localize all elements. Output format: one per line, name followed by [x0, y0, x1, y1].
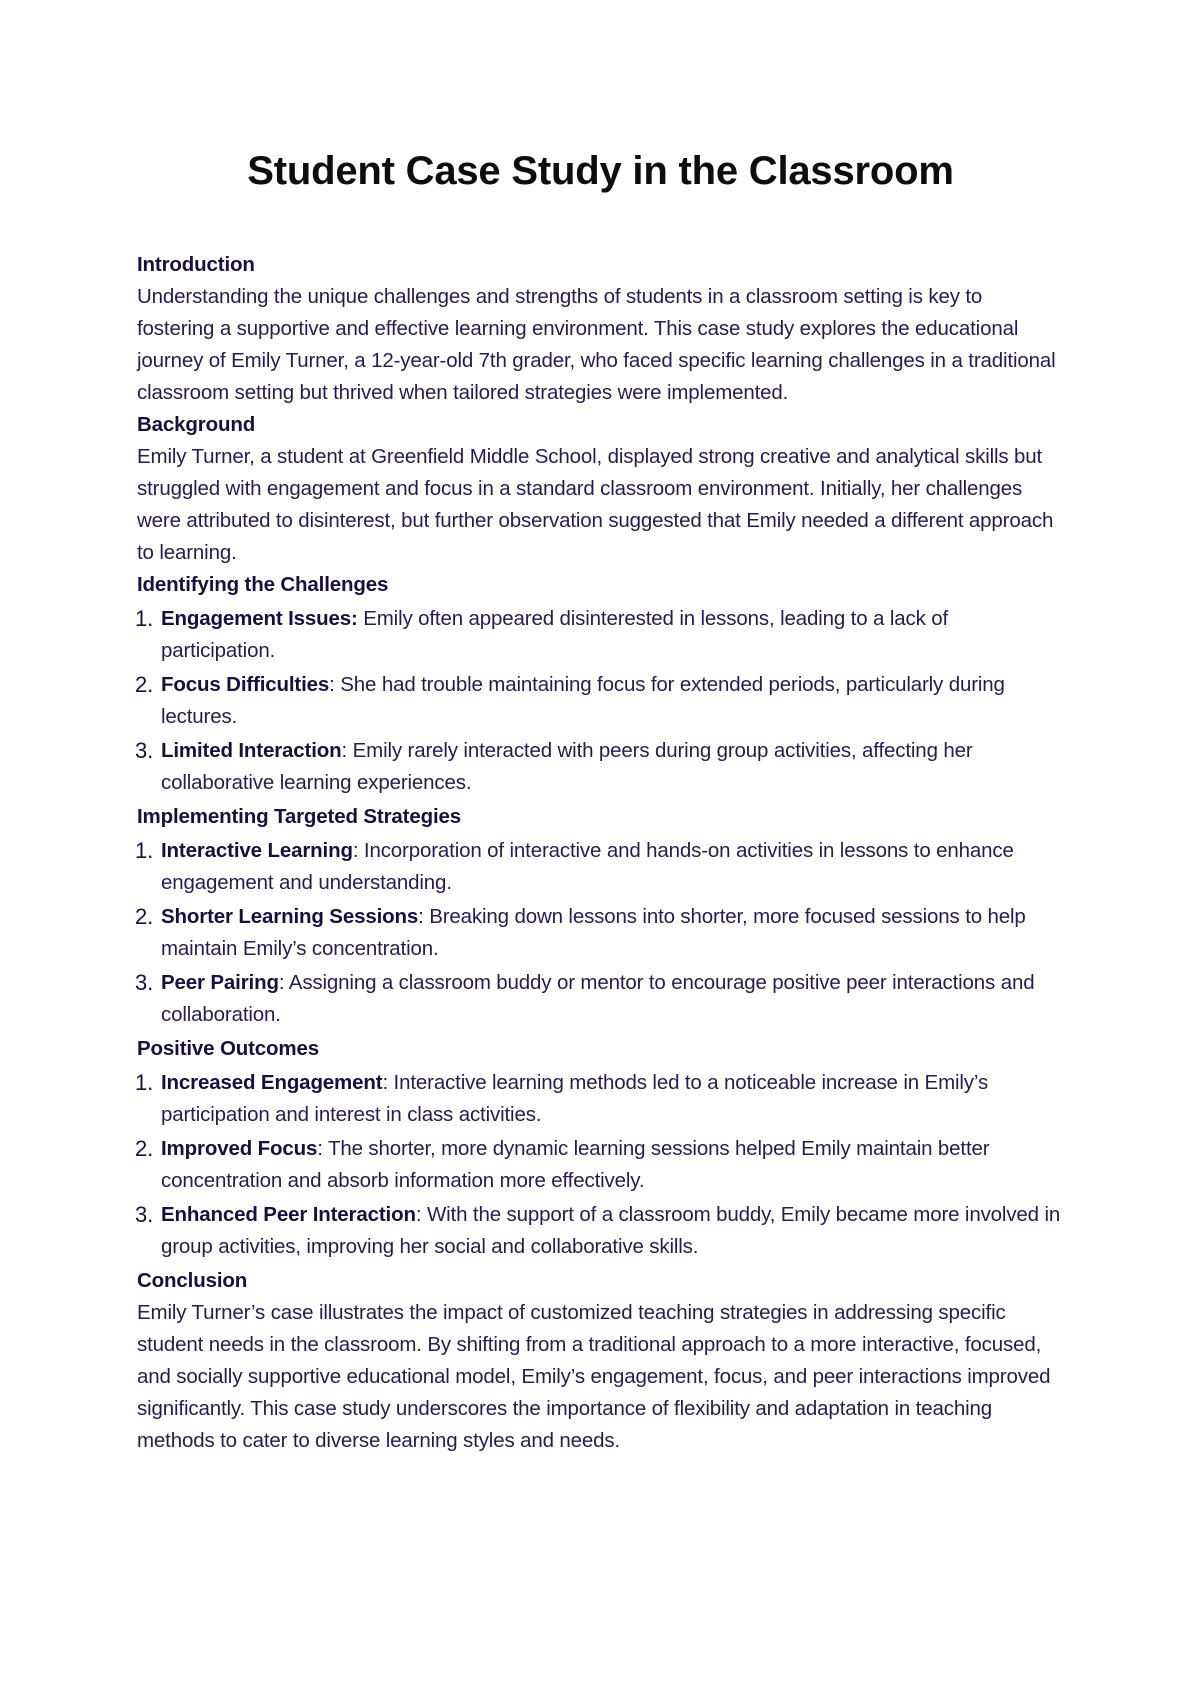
list-number: 1.	[135, 838, 154, 863]
list-text: : She had trouble maintaining focus for extended periods, particularly during lectures.	[161, 673, 1005, 728]
list-item	[137, 1133, 1064, 1197]
list-term: Engagement Issues:	[161, 607, 358, 630]
list-term: Enhanced Peer Interaction	[161, 1203, 416, 1226]
list-term: Shorter Learning Sessions	[161, 905, 419, 928]
section-paragraph: Understanding the unique challenges and strengths of students in a classroom setting is key to fostering a supportive and effective learning environment. This case study explores the educational journey of Emily Turner, a 12-year-old 7th grader, who faced specific learning challenges in a traditional classroom setting but thrived when tailored strategies were implemented.	[137, 285, 1056, 404]
list-item	[137, 835, 1064, 899]
section-heading: Introduction	[137, 253, 255, 276]
list-term: Focus Difficulties	[161, 673, 330, 696]
list-item	[137, 1199, 1064, 1263]
outcomes-list	[137, 1067, 1064, 1263]
list-item	[137, 967, 1064, 1031]
list-term: Increased Engagement	[161, 1071, 383, 1094]
section-background	[137, 409, 1064, 569]
list-item	[137, 669, 1064, 733]
list-text: : The shorter, more dynamic learning sessions helped Emily maintain better concentration and absorb information more effectively.	[161, 1137, 990, 1192]
section-outcomes	[137, 1033, 1064, 1263]
section-challenges	[137, 569, 1064, 799]
list-text: : Breaking down lessons into shorter, more focused sessions to help maintain Emily’s concentration.	[161, 905, 1026, 960]
list-number: 1.	[135, 606, 154, 631]
section-heading: Conclusion	[137, 1269, 248, 1292]
list-number: 3.	[135, 738, 154, 763]
strategies-list	[137, 835, 1064, 1031]
list-text: : With the support of a classroom buddy, Emily became more involved in group activities, improving her social and collaborative skills.	[161, 1203, 1061, 1258]
section-heading: Identifying the Challenges	[137, 573, 389, 596]
section-paragraph: Emily Turner’s case illustrates the impact of customized teaching strategies in addressing specific student needs in the classroom. By shifting from a traditional approach to a more interactive, focused, and socially supportive educational model, Emily’s engagement, focus, and peer interactions improved significantly. This case study underscores the importance of flexibility and adaptation in teaching methods to cater to diverse learning styles and needs.	[137, 1301, 1051, 1452]
list-number: 2.	[135, 904, 154, 929]
section-paragraph: Emily Turner, a student at Greenfield Middle School, displayed strong creative and analytical skills but struggled with engagement and focus in a standard classroom environment. Initially, her challenges were attributed to disinterest, but further observation suggested that Emily needed a different approach to learning.	[137, 445, 1054, 564]
list-item	[137, 735, 1064, 799]
list-term: Limited Interaction	[161, 739, 342, 762]
page-title: Student Case Study in the Classroom	[247, 149, 954, 193]
list-text: : Incorporation of interactive and hands-on activities in lessons to enhance engagement and understanding.	[161, 839, 1014, 894]
list-item	[137, 901, 1064, 965]
list-number: 1.	[135, 1070, 154, 1095]
section-heading: Positive Outcomes	[137, 1037, 320, 1060]
list-term: Peer Pairing	[161, 971, 279, 994]
list-text: : Emily rarely interacted with peers during group activities, affecting her collaborative learning experiences.	[161, 739, 973, 794]
list-term: Improved Focus	[161, 1137, 318, 1160]
list-term: Interactive Learning	[161, 839, 353, 862]
section-heading: Implementing Targeted Strategies	[137, 805, 462, 828]
list-number: 3.	[135, 1202, 154, 1227]
section-introduction	[137, 249, 1064, 409]
list-text: : Assigning a classroom buddy or mentor to encourage positive peer interactions and collaboration.	[161, 971, 1035, 1026]
list-item	[137, 1067, 1064, 1131]
challenges-list	[137, 603, 1064, 799]
section-strategies	[137, 801, 1064, 1031]
list-item	[137, 603, 1064, 667]
section-heading: Background	[137, 413, 256, 436]
list-text: Emily often appeared disinterested in lessons, leading to a lack of participation.	[161, 607, 949, 662]
document-body	[137, 249, 1064, 1457]
list-number: 2.	[135, 672, 154, 697]
list-number: 3.	[135, 970, 154, 995]
section-conclusion	[137, 1265, 1064, 1457]
list-text: : Interactive learning methods led to a noticeable increase in Emily’s participation and interest in class activities.	[161, 1071, 989, 1126]
list-number: 2.	[135, 1136, 154, 1161]
